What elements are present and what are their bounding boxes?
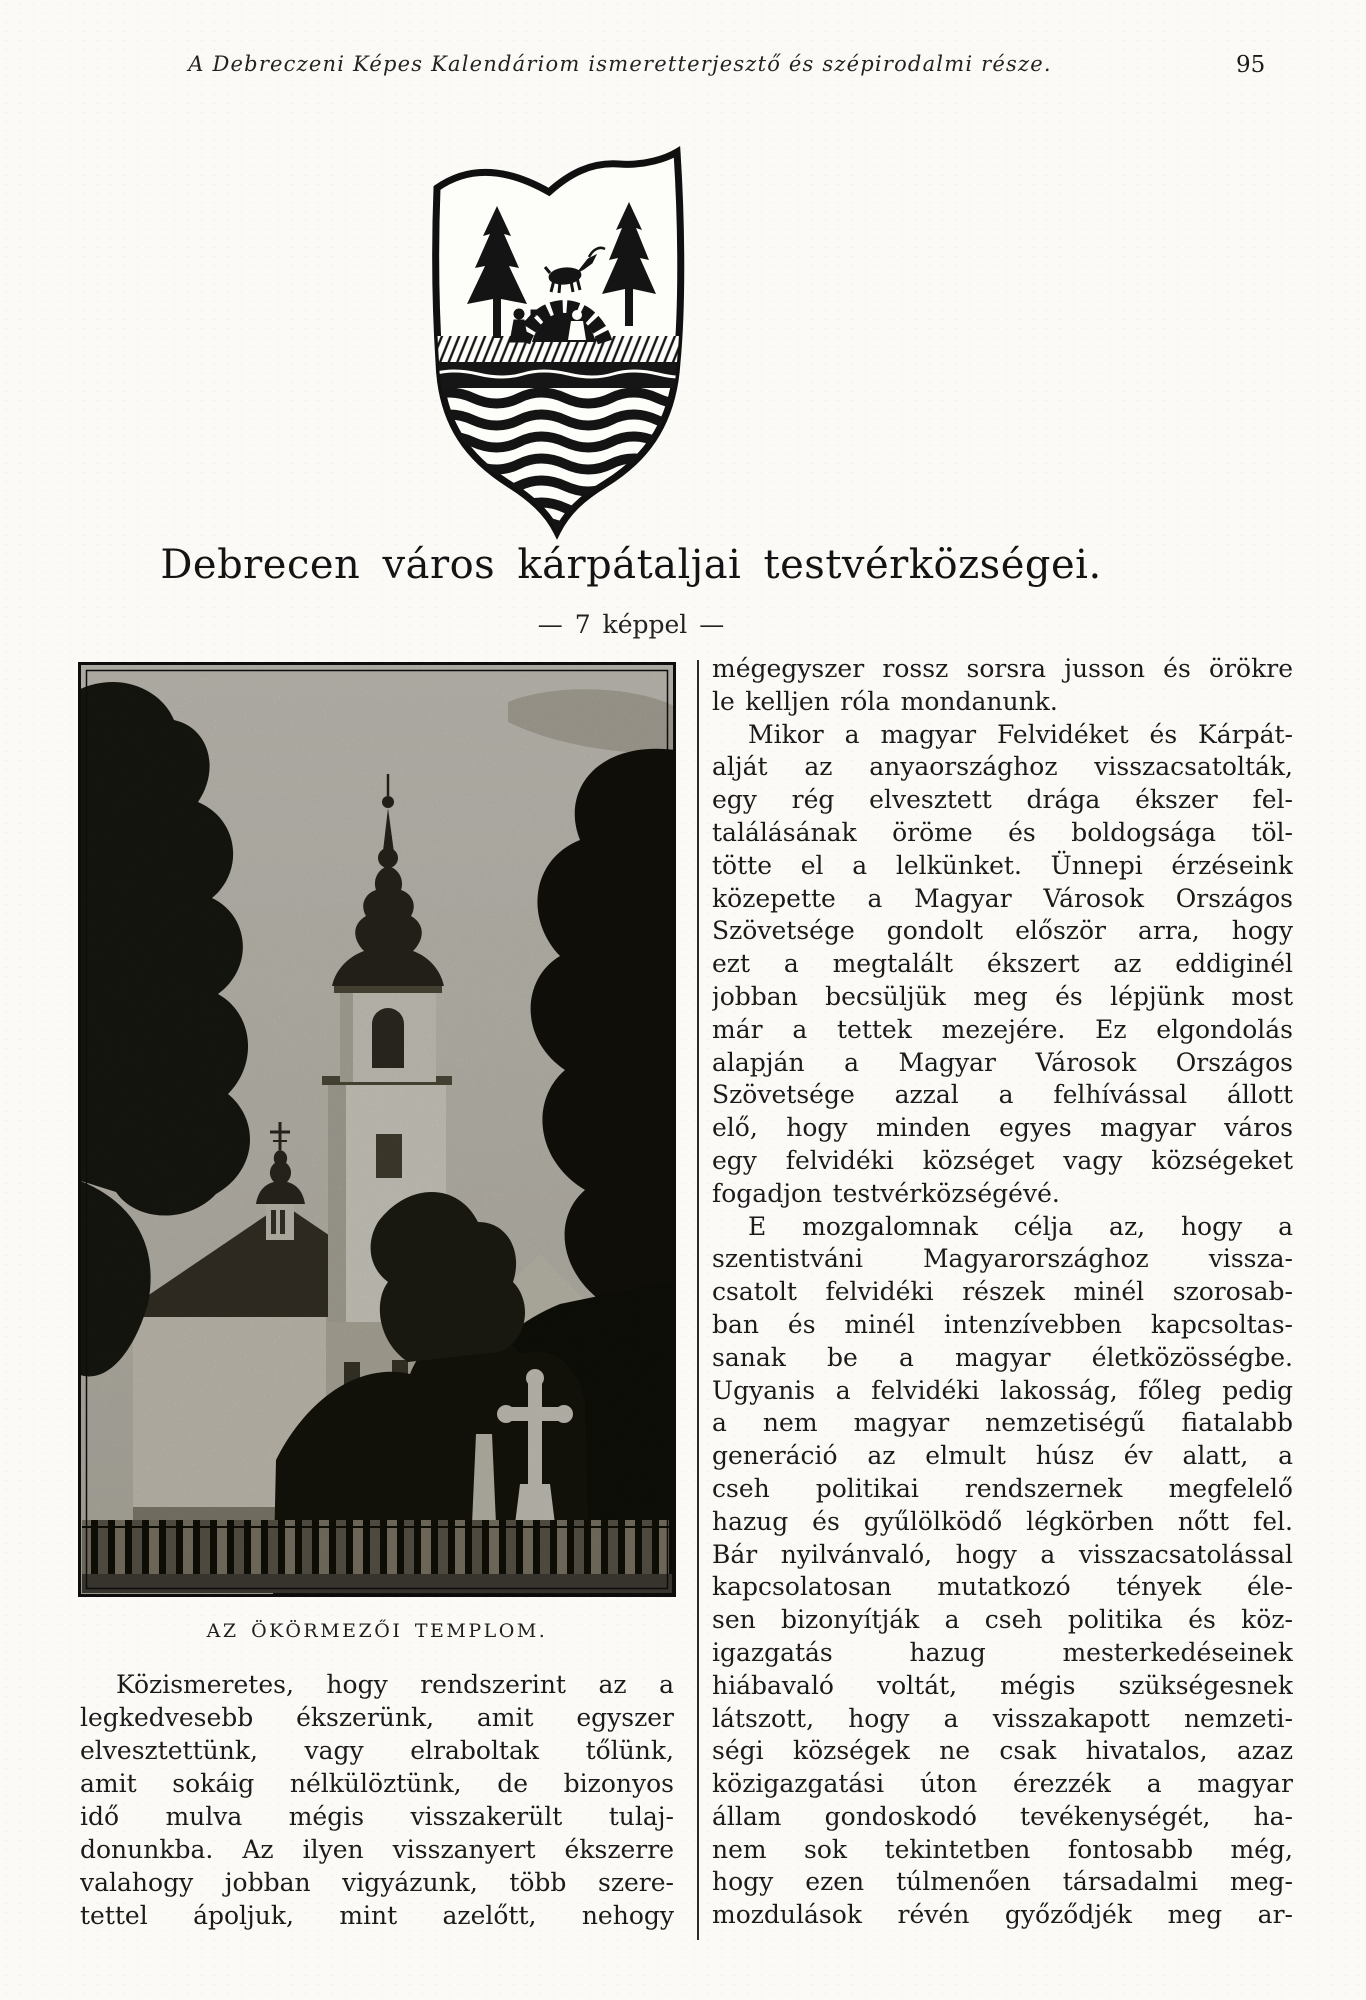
text-line: kapcsolatosan mutatkozó tények éle- (712, 1572, 1293, 1602)
text-line: idő mulva mégis visszakerült tulaj- (80, 1802, 674, 1831)
text-line: legkedvesebb ékszerünk, amit egyszer (80, 1703, 674, 1732)
text-line: E mozgalomnak célja az, hogy a (748, 1211, 1293, 1241)
text-line: Szövetsége gondolt először arra, hogy (712, 916, 1293, 946)
text-line: közigazgatási úton érezzék a magyar (712, 1769, 1293, 1799)
left-column-text (80, 1668, 674, 1932)
text-line: hiábavaló voltát, mégis szükségesnek (712, 1670, 1293, 1700)
coat-of-arms-illustration (419, 110, 695, 550)
text-line: igazgatás hazug mesterkedéseinek (712, 1637, 1293, 1667)
text-line: valahogy jobban vigyázunk, több szere- (80, 1868, 674, 1897)
text-line: jobban becsüljük meg és lépjünk most (712, 981, 1293, 1011)
text-line: alját az anyaországhoz visszacsatolták, (712, 752, 1293, 782)
text-line: ségi községek ne csak hivatalos, azaz (712, 1736, 1293, 1766)
text-line: találásának öröme és boldogsága töl- (712, 817, 1293, 847)
text-line: egy rég elvesztett drága ékszer fel- (712, 785, 1293, 815)
church-photo (78, 662, 676, 1597)
text-line: mégegyszer rossz sorsra jusson és örökre (712, 654, 1293, 683)
text-line: látszott, hogy a visszakapott nemzeti- (712, 1703, 1293, 1733)
column-divider-rule (697, 660, 699, 1940)
earth-band (433, 362, 681, 388)
text-line: Bár nyilvánvaló, hogy a visszacsatolással (712, 1539, 1293, 1569)
text-line: donunkba. Az ilyen visszanyert ékszerre (80, 1835, 674, 1864)
text-line: ezt a megtalált ékszert az eddiginél (712, 949, 1293, 979)
photo-caption: AZ ÖKÖRMEZŐI TEMPLOM. (206, 1620, 548, 1642)
text-line: állam gondoskodó tevékenységét, ha- (712, 1801, 1293, 1831)
text-line: szentistváni Magyarországhoz vissza- (712, 1244, 1293, 1274)
text-line: elő, hogy minden egyes magyar város (712, 1113, 1293, 1143)
text-line: ban és minél intenzívebben kapcsoltas- (712, 1309, 1293, 1339)
text-line: hogy ezen túlmenően társadalmi meg- (712, 1867, 1293, 1897)
text-line: cseh politikai rendszernek megfelelő (712, 1473, 1293, 1503)
text-line: a nem magyar nemzetiségű fiatalabb (712, 1408, 1293, 1438)
text-line: csatolt felvidéki részek minél szorosab- (712, 1277, 1293, 1307)
text-line: le kelljen róla mondanunk. (712, 686, 1058, 716)
right-column-text (712, 653, 1293, 1932)
coat-of-arms-svg (419, 110, 695, 546)
text-line: nem sok tekintetben fontosabb még, (712, 1834, 1293, 1864)
text-line: sen bizonyítják a cseh politika és köz- (712, 1605, 1293, 1635)
text-line: közepette a Magyar Városok Országos (712, 883, 1293, 913)
page-number: 95 (1236, 52, 1266, 78)
text-line: fogadjon testvérközségévé. (712, 1178, 1060, 1208)
text-line: sanak be a magyar életközösségbe. (712, 1342, 1293, 1372)
text-line: Ugyanis a felvidéki lakosság, főleg pedig (712, 1375, 1293, 1405)
church-photo-svg (78, 662, 676, 1597)
text-line: már a tettek mezejére. Ez elgondolás (712, 1014, 1293, 1044)
text-line: egy felvidéki községet vagy községeket (712, 1145, 1293, 1175)
text-line: Közismeretes, hogy rendszerint az a (116, 1670, 674, 1699)
text-line: tettel ápoljuk, mint azelőtt, nehogy (80, 1901, 674, 1930)
article-subtitle: — 7 képpel — (537, 610, 725, 639)
text-line: alapján a Magyar Városok Országos (712, 1047, 1293, 1077)
text-line: generáció az elmult húsz év alatt, a (712, 1441, 1293, 1471)
text-line: elvesztettünk, vagy elraboltak tőlünk, (80, 1736, 674, 1765)
text-line: mozdulások révén győződjék meg ar- (712, 1900, 1293, 1930)
photo-grain (78, 662, 676, 1597)
text-line: hazug és gyűlölködő légkörben nőtt fel. (712, 1506, 1293, 1536)
text-line: Mikor a magyar Felvidéket és Kárpát- (748, 719, 1293, 749)
text-line: tötte el a lelkünket. Ünnepi érzéseink (712, 850, 1293, 880)
text-line: amit sokáig nélkülöztünk, de bizonyos (80, 1769, 674, 1798)
text-line: Szövetsége azzal a felhívással állott (712, 1080, 1293, 1110)
running-header: A Debreczeni Képes Kalendáriom ismeretterjesztő és szépirodalmi része. (188, 52, 1052, 76)
article-title: Debrecen város kárpátaljai testvérközségei. (160, 542, 1102, 588)
